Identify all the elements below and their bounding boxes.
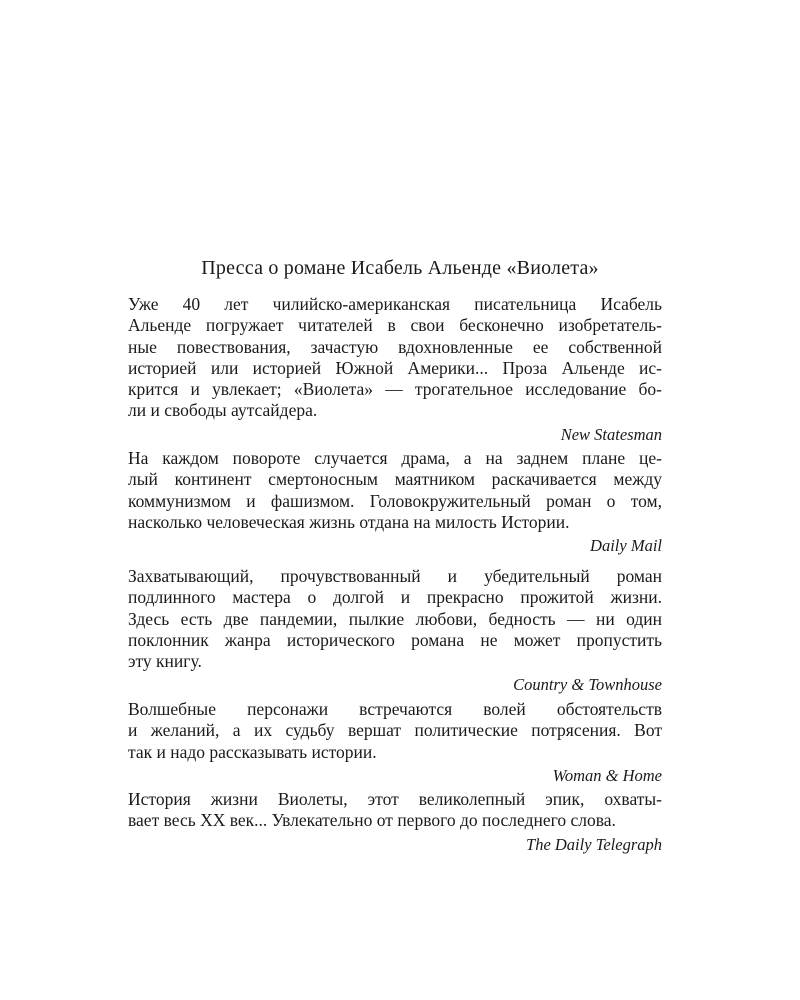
review-source: The Daily Telegraph — [526, 834, 662, 854]
page-title: Пресса о романе Исабель Альенде «Виолета» — [201, 257, 599, 279]
review-line: поклонник жанра исторического романа не может пропустить — [128, 629, 662, 650]
review-line: Волшебные персонажи встречаются волей обстоятельств — [128, 699, 662, 719]
review-quote — [128, 566, 662, 696]
review-line: эту книгу. — [128, 651, 202, 672]
review-quote — [128, 699, 662, 787]
review-quote — [128, 448, 662, 557]
review-line: Захватывающий, прочувствованный и убедительный роман — [128, 566, 662, 586]
review-source: New Statesman — [560, 424, 662, 444]
review-text — [128, 294, 662, 422]
review-line: ли и свободы аутсайдера. — [128, 400, 318, 421]
review-quote — [128, 789, 662, 856]
review-line: историей или историей Южной Америки... Проза Альенде ис- — [128, 357, 662, 378]
review-line: так и надо рассказывать истории. — [128, 741, 377, 762]
review-line: крится и увлекает; «Виолета» — трогательное исследование бо- — [128, 379, 662, 400]
review-line: вает весь XX век... Увлекательно от первого до последнего слова. — [128, 810, 616, 831]
review-text — [128, 789, 662, 832]
review-line: ные повествования, зачастую вдохновленные ее собственной — [128, 336, 662, 357]
review-line: На каждом повороте случается драма, а на заднем плане це- — [128, 448, 662, 468]
review-line: подлинного мастера о долгой и прекрасно прожитой жизни. — [128, 587, 662, 608]
review-line: насколько человеческая жизнь отдана на милость Истории. — [128, 511, 570, 532]
review-source: Woman & Home — [552, 765, 662, 785]
review-line: лый континент смертоносным маятником раскачивается между — [128, 469, 662, 490]
review-source: Daily Mail — [590, 536, 662, 556]
review-text — [128, 448, 662, 533]
review-line: Здесь есть две пандемии, пылкие любови, бедность — ни один — [128, 608, 662, 629]
review-line: коммунизмом и фашизмом. Головокружительный роман о том, — [128, 490, 662, 511]
review-line: и желаний, а их судьбу вершат политические потрясения. Вот — [128, 720, 662, 741]
review-text — [128, 699, 662, 763]
review-line: Альенде погружает читателей в свои бесконечно изобретатель- — [128, 315, 662, 336]
review-line: Уже 40 лет чилийско-американская писательница Исабель — [128, 294, 662, 314]
review-text — [128, 566, 662, 672]
review-quote — [128, 294, 662, 446]
review-line: История жизни Виолеты, этот великолепный эпик, охваты- — [128, 789, 662, 809]
review-source: Country & Townhouse — [513, 675, 662, 695]
